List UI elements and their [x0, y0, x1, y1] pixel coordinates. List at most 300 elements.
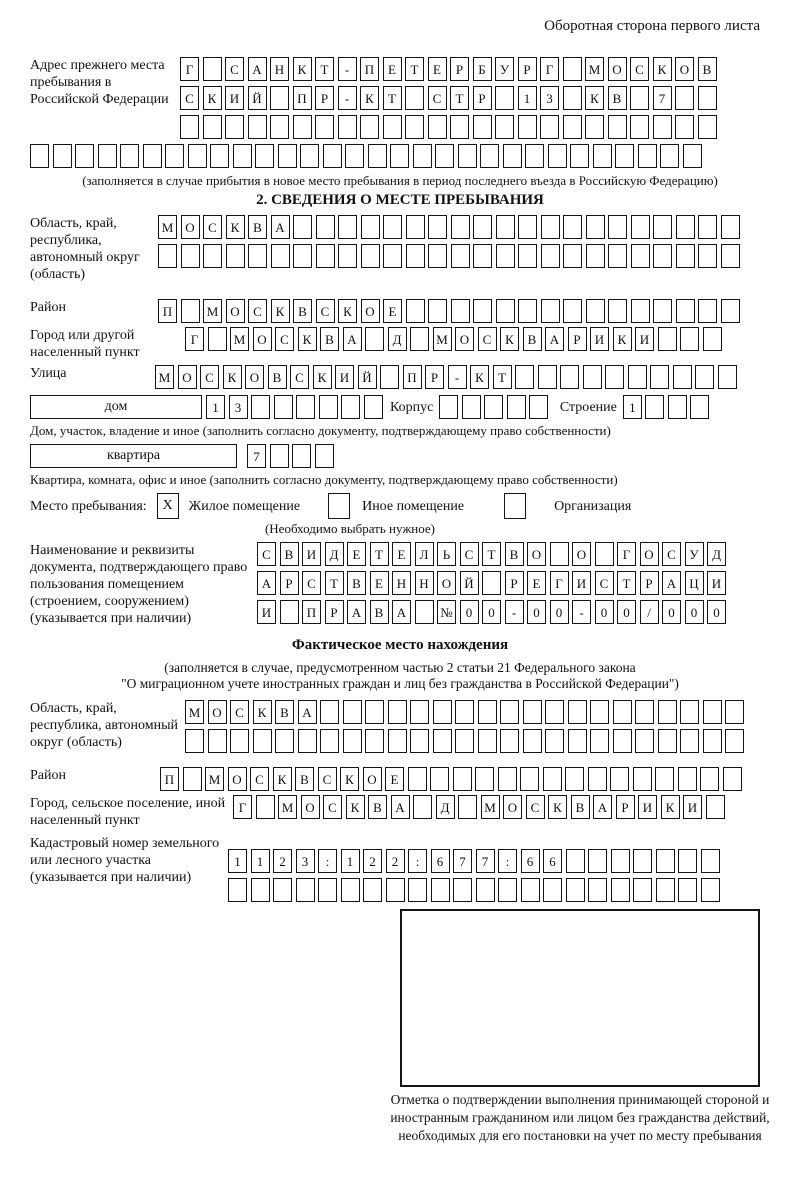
char-cell[interactable]	[273, 878, 292, 902]
char-cell[interactable]	[615, 144, 634, 168]
char-cell[interactable]: О	[208, 700, 227, 724]
char-cell[interactable]	[495, 86, 514, 110]
char-cell[interactable]	[529, 395, 548, 419]
char-cell[interactable]: В	[320, 327, 339, 351]
char-cell[interactable]: Е	[527, 571, 546, 595]
char-cell[interactable]: Б	[473, 57, 492, 81]
char-cell[interactable]: К	[293, 57, 312, 81]
char-cell[interactable]: С	[257, 542, 276, 566]
char-cell[interactable]	[180, 115, 199, 139]
char-cell[interactable]	[656, 878, 675, 902]
char-cell[interactable]: К	[661, 795, 680, 819]
char-cell[interactable]	[700, 767, 719, 791]
char-cell[interactable]	[676, 299, 695, 323]
char-cell[interactable]	[668, 395, 687, 419]
char-cell[interactable]: О	[675, 57, 694, 81]
char-cell[interactable]: В	[698, 57, 717, 81]
char-cell[interactable]	[75, 144, 94, 168]
char-cell[interactable]: А	[257, 571, 276, 595]
char-cell[interactable]	[203, 57, 222, 81]
char-cell[interactable]	[496, 244, 515, 268]
char-cell[interactable]	[143, 144, 162, 168]
char-cell[interactable]: Р	[518, 57, 537, 81]
char-cell[interactable]	[658, 729, 677, 753]
char-cell[interactable]: О	[245, 365, 264, 389]
char-cell[interactable]	[453, 767, 472, 791]
char-cell[interactable]: /	[640, 600, 659, 624]
char-cell[interactable]	[631, 244, 650, 268]
char-cell[interactable]: С	[180, 86, 199, 110]
char-cell[interactable]: 6	[521, 849, 540, 873]
char-cell[interactable]: С	[428, 86, 447, 110]
char-cell[interactable]: :	[408, 849, 427, 873]
char-cell[interactable]: -	[448, 365, 467, 389]
checkbox-residential[interactable]: X	[157, 493, 179, 519]
char-cell[interactable]: П	[360, 57, 379, 81]
char-cell[interactable]: -	[338, 57, 357, 81]
char-cell[interactable]	[518, 115, 537, 139]
char-cell[interactable]	[458, 795, 477, 819]
char-cell[interactable]: С	[230, 700, 249, 724]
char-cell[interactable]	[365, 729, 384, 753]
char-cell[interactable]	[611, 878, 630, 902]
char-cell[interactable]	[545, 700, 564, 724]
char-cell[interactable]	[541, 299, 560, 323]
char-cell[interactable]	[343, 729, 362, 753]
char-cell[interactable]: И	[257, 600, 276, 624]
char-cell[interactable]: В	[505, 542, 524, 566]
char-cell[interactable]: -	[338, 86, 357, 110]
char-cell[interactable]: Е	[385, 767, 404, 791]
char-cell[interactable]	[563, 215, 582, 239]
char-cell[interactable]: П	[403, 365, 422, 389]
char-cell[interactable]	[280, 600, 299, 624]
char-cell[interactable]	[650, 365, 669, 389]
char-cell[interactable]	[703, 729, 722, 753]
char-cell[interactable]: С	[323, 795, 342, 819]
char-cell[interactable]	[563, 299, 582, 323]
char-cell[interactable]: 7	[653, 86, 672, 110]
char-cell[interactable]	[541, 215, 560, 239]
char-cell[interactable]: Р	[450, 57, 469, 81]
char-cell[interactable]: А	[593, 795, 612, 819]
char-cell[interactable]	[315, 444, 334, 468]
char-cell[interactable]: Т	[450, 86, 469, 110]
char-cell[interactable]	[428, 215, 447, 239]
char-cell[interactable]: С	[290, 365, 309, 389]
char-cell[interactable]	[361, 244, 380, 268]
char-cell[interactable]	[413, 144, 432, 168]
char-cell[interactable]	[475, 767, 494, 791]
char-cell[interactable]	[233, 144, 252, 168]
char-cell[interactable]	[540, 115, 559, 139]
char-cell[interactable]	[225, 115, 244, 139]
char-cell[interactable]	[270, 86, 289, 110]
char-cell[interactable]	[680, 729, 699, 753]
char-cell[interactable]	[725, 700, 744, 724]
char-cell[interactable]	[538, 365, 557, 389]
char-cell[interactable]	[458, 144, 477, 168]
char-cell[interactable]	[380, 365, 399, 389]
char-cell[interactable]	[188, 144, 207, 168]
char-cell[interactable]	[645, 395, 664, 419]
char-cell[interactable]: Д	[707, 542, 726, 566]
char-cell[interactable]: Т	[315, 57, 334, 81]
char-cell[interactable]: Р	[616, 795, 635, 819]
char-cell[interactable]	[565, 767, 584, 791]
char-cell[interactable]	[341, 395, 360, 419]
char-cell[interactable]	[365, 700, 384, 724]
char-cell[interactable]	[228, 878, 247, 902]
char-cell[interactable]: О	[527, 542, 546, 566]
char-cell[interactable]	[451, 299, 470, 323]
char-cell[interactable]: П	[293, 86, 312, 110]
char-cell[interactable]	[698, 299, 717, 323]
char-cell[interactable]	[98, 144, 117, 168]
char-cell[interactable]	[120, 144, 139, 168]
char-cell[interactable]: С	[200, 365, 219, 389]
char-cell[interactable]	[698, 115, 717, 139]
char-cell[interactable]	[635, 729, 654, 753]
char-cell[interactable]: С	[662, 542, 681, 566]
char-cell[interactable]: Р	[473, 86, 492, 110]
char-cell[interactable]	[363, 878, 382, 902]
char-cell[interactable]	[566, 849, 585, 873]
char-cell[interactable]: О	[361, 299, 380, 323]
char-cell[interactable]	[563, 86, 582, 110]
char-cell[interactable]: И	[225, 86, 244, 110]
char-cell[interactable]	[248, 244, 267, 268]
char-cell[interactable]	[319, 395, 338, 419]
char-cell[interactable]	[550, 542, 569, 566]
char-cell[interactable]	[408, 767, 427, 791]
char-cell[interactable]	[482, 571, 501, 595]
char-cell[interactable]	[680, 327, 699, 351]
char-cell[interactable]	[415, 600, 434, 624]
char-cell[interactable]: К	[203, 86, 222, 110]
char-cell[interactable]: А	[248, 57, 267, 81]
char-cell[interactable]: Е	[347, 542, 366, 566]
char-cell[interactable]: О	[226, 299, 245, 323]
char-cell[interactable]: М	[433, 327, 452, 351]
char-cell[interactable]: Т	[325, 571, 344, 595]
char-cell[interactable]	[630, 86, 649, 110]
char-cell[interactable]	[611, 849, 630, 873]
char-cell[interactable]	[658, 327, 677, 351]
char-cell[interactable]	[338, 115, 357, 139]
char-cell[interactable]	[293, 215, 312, 239]
char-cell[interactable]	[500, 729, 519, 753]
char-cell[interactable]: 2	[273, 849, 292, 873]
char-cell[interactable]	[230, 729, 249, 753]
char-cell[interactable]: О	[228, 767, 247, 791]
char-cell[interactable]: О	[301, 795, 320, 819]
char-cell[interactable]	[525, 144, 544, 168]
char-cell[interactable]	[439, 395, 458, 419]
char-cell[interactable]	[588, 849, 607, 873]
char-cell[interactable]: :	[498, 849, 517, 873]
char-cell[interactable]: -	[572, 600, 591, 624]
char-cell[interactable]: К	[338, 299, 357, 323]
char-cell[interactable]: С	[250, 767, 269, 791]
char-cell[interactable]	[253, 729, 272, 753]
char-cell[interactable]	[678, 767, 697, 791]
char-cell[interactable]: С	[225, 57, 244, 81]
char-cell[interactable]	[507, 395, 526, 419]
char-cell[interactable]	[518, 244, 537, 268]
char-cell[interactable]: 1	[623, 395, 642, 419]
char-cell[interactable]: В	[608, 86, 627, 110]
char-cell[interactable]	[274, 395, 293, 419]
char-cell[interactable]: 3	[540, 86, 559, 110]
char-cell[interactable]: Е	[392, 542, 411, 566]
char-cell[interactable]	[433, 729, 452, 753]
char-cell[interactable]	[523, 729, 542, 753]
char-cell[interactable]	[251, 395, 270, 419]
char-cell[interactable]	[383, 244, 402, 268]
char-cell[interactable]	[364, 395, 383, 419]
char-cell[interactable]: Р	[280, 571, 299, 595]
char-cell[interactable]: 1	[518, 86, 537, 110]
char-cell[interactable]: К	[360, 86, 379, 110]
char-cell[interactable]	[338, 215, 357, 239]
char-cell[interactable]: Н	[415, 571, 434, 595]
char-cell[interactable]	[256, 795, 275, 819]
char-cell[interactable]: М	[481, 795, 500, 819]
char-cell[interactable]	[503, 144, 522, 168]
char-cell[interactable]	[293, 115, 312, 139]
char-cell[interactable]	[608, 215, 627, 239]
char-cell[interactable]: К	[253, 700, 272, 724]
char-cell[interactable]: 7	[453, 849, 472, 873]
char-cell[interactable]	[518, 215, 537, 239]
char-cell[interactable]: К	[273, 767, 292, 791]
char-cell[interactable]: Й	[460, 571, 479, 595]
char-cell[interactable]	[593, 144, 612, 168]
char-cell[interactable]: В	[347, 571, 366, 595]
char-cell[interactable]	[660, 144, 679, 168]
char-cell[interactable]: А	[545, 327, 564, 351]
char-cell[interactable]	[203, 115, 222, 139]
char-cell[interactable]: 0	[707, 600, 726, 624]
char-cell[interactable]: Г	[617, 542, 636, 566]
char-cell[interactable]	[316, 244, 335, 268]
char-cell[interactable]	[566, 878, 585, 902]
char-cell[interactable]: :	[318, 849, 337, 873]
char-cell[interactable]	[185, 729, 204, 753]
char-cell[interactable]	[435, 144, 454, 168]
char-cell[interactable]: П	[160, 767, 179, 791]
char-cell[interactable]	[278, 144, 297, 168]
char-cell[interactable]: Н	[270, 57, 289, 81]
char-cell[interactable]: 2	[386, 849, 405, 873]
char-cell[interactable]: Д	[436, 795, 455, 819]
char-cell[interactable]: К	[271, 299, 290, 323]
char-cell[interactable]: Т	[370, 542, 389, 566]
char-cell[interactable]	[701, 849, 720, 873]
char-cell[interactable]	[678, 849, 697, 873]
char-cell[interactable]	[361, 215, 380, 239]
char-cell[interactable]: О	[253, 327, 272, 351]
char-cell[interactable]: Д	[388, 327, 407, 351]
char-cell[interactable]: М	[155, 365, 174, 389]
char-cell[interactable]: 7	[247, 444, 266, 468]
char-cell[interactable]	[515, 365, 534, 389]
char-cell[interactable]: И	[590, 327, 609, 351]
char-cell[interactable]: Т	[493, 365, 512, 389]
char-cell[interactable]	[270, 115, 289, 139]
char-cell[interactable]	[721, 215, 740, 239]
char-cell[interactable]	[473, 215, 492, 239]
char-cell[interactable]: М	[205, 767, 224, 791]
char-cell[interactable]	[520, 767, 539, 791]
char-cell[interactable]: И	[302, 542, 321, 566]
char-cell[interactable]	[405, 86, 424, 110]
char-cell[interactable]	[633, 767, 652, 791]
char-cell[interactable]: К	[585, 86, 604, 110]
char-cell[interactable]	[698, 215, 717, 239]
char-cell[interactable]	[368, 144, 387, 168]
char-cell[interactable]	[588, 767, 607, 791]
char-cell[interactable]	[680, 700, 699, 724]
char-cell[interactable]	[203, 244, 222, 268]
char-cell[interactable]	[428, 244, 447, 268]
char-cell[interactable]: 1	[251, 849, 270, 873]
char-cell[interactable]: Г	[540, 57, 559, 81]
char-cell[interactable]: У	[685, 542, 704, 566]
char-cell[interactable]: О	[572, 542, 591, 566]
char-cell[interactable]	[208, 729, 227, 753]
char-cell[interactable]: В	[368, 795, 387, 819]
char-cell[interactable]	[30, 144, 49, 168]
char-cell[interactable]	[548, 144, 567, 168]
char-cell[interactable]	[495, 115, 514, 139]
char-cell[interactable]: А	[271, 215, 290, 239]
char-cell[interactable]	[568, 700, 587, 724]
char-cell[interactable]	[590, 729, 609, 753]
char-cell[interactable]	[521, 878, 540, 902]
char-cell[interactable]	[428, 115, 447, 139]
char-cell[interactable]: В	[293, 299, 312, 323]
char-cell[interactable]	[583, 365, 602, 389]
char-cell[interactable]: 0	[595, 600, 614, 624]
char-cell[interactable]: 1	[228, 849, 247, 873]
char-cell[interactable]	[563, 57, 582, 81]
char-cell[interactable]	[610, 767, 629, 791]
char-cell[interactable]	[318, 878, 337, 902]
char-cell[interactable]	[390, 144, 409, 168]
char-cell[interactable]	[586, 215, 605, 239]
char-cell[interactable]	[275, 729, 294, 753]
char-cell[interactable]	[478, 700, 497, 724]
char-cell[interactable]	[725, 729, 744, 753]
char-cell[interactable]	[588, 878, 607, 902]
char-cell[interactable]	[428, 299, 447, 323]
char-cell[interactable]	[296, 395, 315, 419]
char-cell[interactable]: Ц	[685, 571, 704, 595]
char-cell[interactable]	[658, 700, 677, 724]
char-cell[interactable]: А	[392, 600, 411, 624]
char-cell[interactable]: С	[595, 571, 614, 595]
char-cell[interactable]	[388, 700, 407, 724]
char-cell[interactable]	[298, 729, 317, 753]
char-cell[interactable]: 0	[662, 600, 681, 624]
char-cell[interactable]	[255, 144, 274, 168]
char-cell[interactable]	[406, 299, 425, 323]
char-cell[interactable]: В	[523, 327, 542, 351]
char-cell[interactable]: О	[181, 215, 200, 239]
char-cell[interactable]: В	[370, 600, 389, 624]
char-cell[interactable]	[500, 700, 519, 724]
char-cell[interactable]	[541, 244, 560, 268]
char-cell[interactable]: В	[295, 767, 314, 791]
char-cell[interactable]: А	[662, 571, 681, 595]
char-cell[interactable]: Г	[550, 571, 569, 595]
char-cell[interactable]: К	[613, 327, 632, 351]
char-cell[interactable]	[476, 878, 495, 902]
char-cell[interactable]: Ь	[437, 542, 456, 566]
char-cell[interactable]: К	[226, 215, 245, 239]
char-cell[interactable]: С	[248, 299, 267, 323]
char-cell[interactable]	[590, 700, 609, 724]
char-cell[interactable]	[545, 729, 564, 753]
char-cell[interactable]	[570, 144, 589, 168]
char-cell[interactable]	[270, 444, 289, 468]
char-cell[interactable]: В	[275, 700, 294, 724]
char-cell[interactable]: И	[683, 795, 702, 819]
char-cell[interactable]: О	[437, 571, 456, 595]
char-cell[interactable]: С	[275, 327, 294, 351]
char-cell[interactable]	[300, 144, 319, 168]
char-cell[interactable]	[451, 244, 470, 268]
char-cell[interactable]	[653, 215, 672, 239]
char-cell[interactable]	[655, 767, 674, 791]
char-cell[interactable]	[316, 215, 335, 239]
char-cell[interactable]	[698, 244, 717, 268]
char-cell[interactable]: 1	[341, 849, 360, 873]
char-cell[interactable]	[605, 365, 624, 389]
char-cell[interactable]	[698, 86, 717, 110]
char-cell[interactable]	[248, 115, 267, 139]
char-cell[interactable]: И	[572, 571, 591, 595]
char-cell[interactable]: Р	[640, 571, 659, 595]
char-cell[interactable]: Т	[482, 542, 501, 566]
char-cell[interactable]: М	[203, 299, 222, 323]
char-cell[interactable]	[586, 244, 605, 268]
char-cell[interactable]: С	[478, 327, 497, 351]
char-cell[interactable]	[635, 700, 654, 724]
char-cell[interactable]	[608, 244, 627, 268]
char-cell[interactable]: С	[316, 299, 335, 323]
char-cell[interactable]	[628, 365, 647, 389]
char-cell[interactable]: П	[158, 299, 177, 323]
char-cell[interactable]: Е	[428, 57, 447, 81]
char-cell[interactable]	[703, 700, 722, 724]
char-cell[interactable]	[451, 215, 470, 239]
char-cell[interactable]	[608, 299, 627, 323]
char-cell[interactable]: М	[158, 215, 177, 239]
char-cell[interactable]: И	[335, 365, 354, 389]
char-cell[interactable]	[320, 729, 339, 753]
char-cell[interactable]	[360, 115, 379, 139]
char-cell[interactable]: 6	[431, 849, 450, 873]
char-cell[interactable]	[721, 244, 740, 268]
char-cell[interactable]	[498, 767, 517, 791]
char-cell[interactable]: А	[298, 700, 317, 724]
char-cell[interactable]	[673, 365, 692, 389]
char-cell[interactable]	[430, 767, 449, 791]
char-cell[interactable]	[608, 115, 627, 139]
